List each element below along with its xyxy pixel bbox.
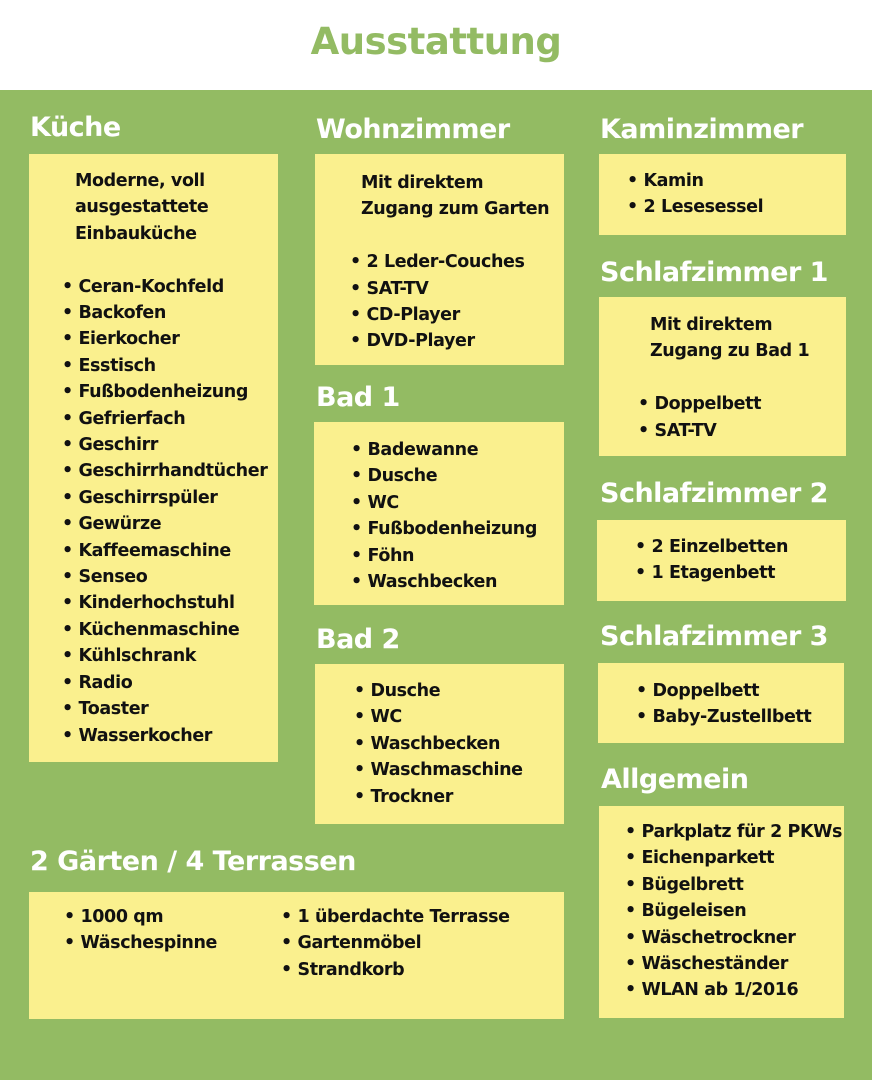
item-list <box>627 168 846 221</box>
list-item: • Parkplatz für 2 PKWs <box>625 819 844 845</box>
list-item: • Fußbodenheizung <box>351 516 564 542</box>
card-intro <box>361 170 564 223</box>
intro-line: Mit direktem <box>650 315 773 335</box>
card-gaerten <box>29 892 564 1019</box>
list-item: • Küchenmaschine <box>62 617 278 643</box>
item-list-left <box>64 904 217 957</box>
list-item: • WC <box>351 490 564 516</box>
card-bad-1 <box>314 422 564 605</box>
list-item: • 1 überdachte Terrasse <box>281 904 510 930</box>
list-item: • Kaffeemaschine <box>62 538 278 564</box>
section-heading-allgemein: Allgemein <box>601 764 749 795</box>
list-item: • Geschirrhandtücher <box>62 458 278 484</box>
intro-line: Zugang zum Garten <box>361 199 550 220</box>
section-heading-schlafzimmer-1: Schlafzimmer 1 <box>600 257 828 288</box>
list-item: • 1 Etagenbett <box>635 560 846 586</box>
list-item: • Kinderhochstuhl <box>62 590 278 616</box>
list-item: • 1000 qm <box>64 904 217 930</box>
list-item: • Bügeleisen <box>625 898 844 924</box>
list-item: • Wasserkocher <box>62 723 278 749</box>
list-item: • Trockner <box>354 784 564 810</box>
card-intro <box>75 168 278 247</box>
list-item: • Eichenparkett <box>625 845 844 871</box>
list-item: • 2 Leder-Couches <box>350 249 564 275</box>
list-item: • Badewanne <box>351 437 564 463</box>
list-item: • SAT-TV <box>350 276 564 302</box>
list-item: • Backofen <box>62 300 278 326</box>
list-item: • Wäschetrockner <box>625 925 844 951</box>
section-heading-schlafzimmer-3: Schlafzimmer 3 <box>600 621 828 652</box>
section-heading-bad-1: Bad 1 <box>316 382 400 413</box>
item-list <box>638 391 846 444</box>
list-item: • Waschbecken <box>354 731 564 757</box>
section-heading-gaerten: 2 Gärten / 4 Terrassen <box>30 846 356 877</box>
list-item: • Geschirrspüler <box>62 485 278 511</box>
list-item: • Bügelbrett <box>625 872 844 898</box>
list-item: • Kühlschrank <box>62 643 278 669</box>
item-list <box>351 437 564 595</box>
section-heading-wohnzimmer: Wohnzimmer <box>316 114 510 145</box>
intro-line: Zugang zu Bad 1 <box>650 341 810 362</box>
section-heading-kueche: Küche <box>30 112 121 143</box>
list-item: • WC <box>354 704 564 730</box>
list-item: • Senseo <box>62 564 278 590</box>
list-item: • Ceran-Kochfeld <box>62 274 278 300</box>
intro-line: Einbauküche <box>75 223 197 244</box>
list-item: • Gewürze <box>62 511 278 537</box>
card-intro <box>650 312 846 365</box>
intro-line: ausgestattete <box>75 197 209 218</box>
list-item: • Dusche <box>351 463 564 489</box>
list-item: • SAT-TV <box>638 418 846 444</box>
card-schlafzimmer-2 <box>597 520 846 601</box>
list-item: • Dusche <box>354 678 564 704</box>
intro-line: Mit direktem <box>361 173 484 193</box>
list-item: • Radio <box>62 670 278 696</box>
list-item: • Waschbecken <box>351 569 564 595</box>
list-item: • Fußbodenheizung <box>62 379 278 405</box>
section-heading-schlafzimmer-2: Schlafzimmer 2 <box>600 478 828 509</box>
list-item: • Eierkocher <box>62 326 278 352</box>
card-wohnzimmer <box>315 154 564 365</box>
list-item: • 2 Lesesessel <box>627 194 846 220</box>
item-list <box>350 249 564 355</box>
list-item: • Kamin <box>627 168 846 194</box>
item-list-right <box>281 904 510 983</box>
list-item: • Toaster <box>62 696 278 722</box>
card-allgemein <box>599 806 844 1018</box>
list-item: • Wäscheständer <box>625 951 844 977</box>
intro-line: Moderne, voll <box>75 171 205 191</box>
item-list <box>354 678 564 810</box>
item-list <box>625 819 844 1004</box>
card-bad-2 <box>315 664 564 824</box>
list-item: • Gartenmöbel <box>281 930 510 956</box>
item-list <box>635 534 846 587</box>
card-kaminzimmer <box>599 154 846 235</box>
list-item: • Strandkorb <box>281 957 510 983</box>
list-item: • Gefrierfach <box>62 406 278 432</box>
list-item: • Waschmaschine <box>354 757 564 783</box>
page-title: Ausstattung <box>310 20 562 63</box>
list-item: • Doppelbett <box>638 391 846 417</box>
item-list <box>636 678 844 731</box>
card-schlafzimmer-3 <box>598 663 844 743</box>
list-item: • Wäschespinne <box>64 930 217 956</box>
item-list <box>62 274 278 749</box>
list-item: • DVD-Player <box>350 328 564 354</box>
list-item: • WLAN ab 1/2016 <box>625 977 844 1003</box>
list-item: • Föhn <box>351 543 564 569</box>
card-schlafzimmer-1 <box>599 297 846 456</box>
section-heading-kaminzimmer: Kaminzimmer <box>600 114 804 145</box>
list-item: • Baby-Zustellbett <box>636 704 844 730</box>
card-kueche <box>29 154 278 762</box>
list-item: • Doppelbett <box>636 678 844 704</box>
list-item: • CD-Player <box>350 302 564 328</box>
list-item: • 2 Einzelbetten <box>635 534 846 560</box>
list-item: • Esstisch <box>62 353 278 379</box>
list-item: • Geschirr <box>62 432 278 458</box>
section-heading-bad-2: Bad 2 <box>316 624 400 655</box>
